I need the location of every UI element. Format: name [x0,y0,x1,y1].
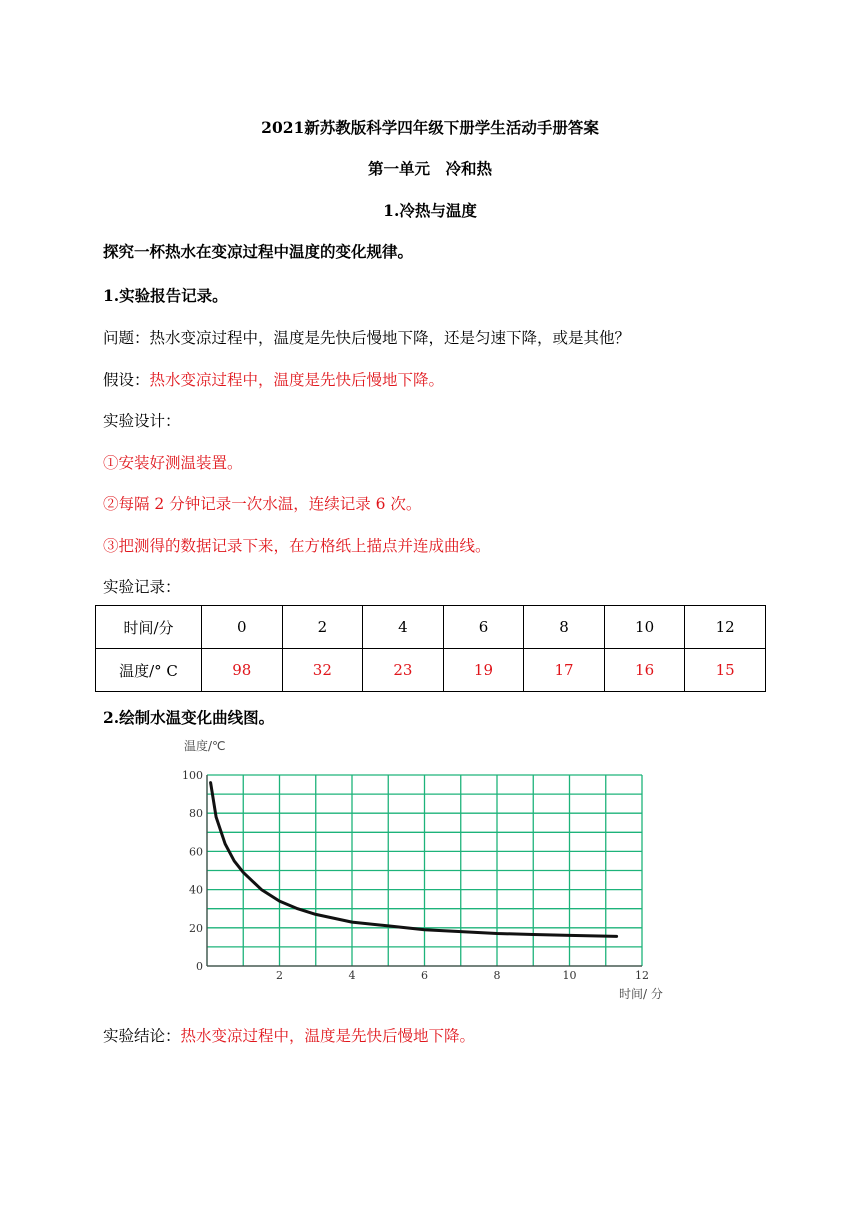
table-cell: 17 [524,649,605,692]
table-cell: 2 [282,606,363,649]
y-tick-label: 80 [189,807,203,821]
table-cell: 8 [524,606,605,649]
x-tick-label: 6 [421,969,428,982]
table-cell: 10 [604,606,685,649]
section-1-heading: 1.实验报告记录。 [103,286,228,305]
record-table [95,605,766,692]
conclusion-answer: 热水变凉过程中，温度是先快后慢地下降。 [180,1027,476,1045]
y-tick-label: 100 [182,769,203,782]
record-label: 实验记录： [103,578,181,596]
y-axis-label: 温度/℃ [184,739,226,753]
table-header-temperature: 温度/° C [96,649,202,692]
temperature-curve [211,783,617,937]
unit-title: 第一单元 冷和热 [367,159,492,178]
design-label: 实验设计： [103,412,181,430]
design-step-1: ①安装好测温装置。 [103,454,243,472]
x-tick-label: 4 [348,969,356,982]
conclusion-line [103,1024,475,1046]
table-header-time: 时间/分 [96,606,202,649]
table-cell: 12 [685,606,766,649]
table-cell: 15 [685,649,766,692]
table-row-time [96,606,766,649]
table-cell: 98 [202,649,283,692]
hypothesis-answer: 热水变凉过程中，温度是先快后慢地下降。 [149,371,445,389]
table-cell: 23 [363,649,444,692]
table-cell: 4 [363,606,444,649]
y-tick-label: 20 [189,921,203,935]
y-tick-label: 40 [189,883,203,897]
table-cell: 19 [443,649,524,692]
conclusion-label: 实验结论： [103,1027,181,1045]
x-tick-label: 2 [276,969,283,982]
design-step-2: ②每隔 2 分钟记录一次水温，连续记录 6 次。 [103,495,422,513]
table-cell: 16 [604,649,685,692]
temperature-chart [170,733,690,1008]
question-text: 问题：热水变凉过程中，温度是先快后慢地下降，还是匀速下降，或是其他？ [103,329,631,347]
x-tick-label: 8 [493,969,501,982]
x-tick-label: 12 [635,969,649,982]
hypothesis-line [103,368,444,390]
design-step-3: ③把测得的数据记录下来，在方格纸上描点并连成曲线。 [103,537,491,555]
document-title: 2021新苏教版科学四年级下册学生活动手册答案 [261,118,599,137]
table-cell: 0 [202,606,283,649]
x-tick-label: 10 [562,969,577,982]
y-tick-label: 0 [196,960,203,973]
table-cell: 32 [282,649,363,692]
table-cell: 6 [443,606,524,649]
table-row-temperature [96,649,766,692]
hypothesis-label: 假设： [103,371,150,389]
section-2-heading: 2.绘制水温变化曲线图。 [103,708,275,727]
task-heading: 探究一杯热水在变凉过程中温度的变化规律。 [103,242,414,261]
x-axis-label: 时间/ 分 [619,987,663,1001]
y-tick-label: 60 [189,845,203,859]
lesson-title: 1.冷热与温度 [383,201,477,220]
